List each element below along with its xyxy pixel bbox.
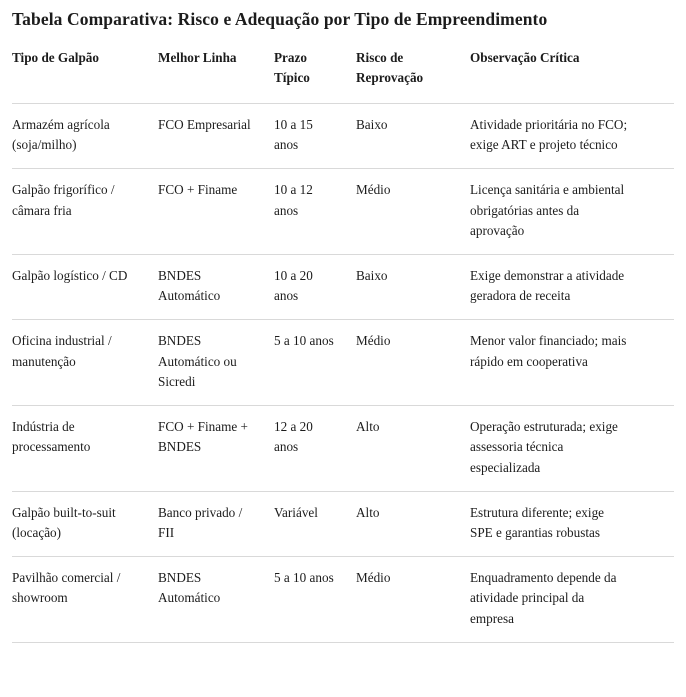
column-header-risco-de-reprovacao: Risco de Reprovação (356, 48, 470, 104)
table-cell: 10 a 15 anos (274, 103, 356, 168)
table-row (12, 103, 674, 168)
table-cell: FCO + Finame + BNDES (158, 405, 274, 491)
table-cell: BNDES Automático (158, 556, 274, 642)
table-cell: Oficina industrial / manutenção (12, 319, 158, 405)
table-row (12, 169, 674, 255)
table-header-row (12, 48, 674, 104)
table-row (12, 254, 674, 319)
table-cell: Enquadramento depende da atividade principal da empresa (470, 556, 674, 642)
table-cell: Médio (356, 556, 470, 642)
table-cell: Exige demonstrar a atividade geradora de receita (470, 254, 674, 319)
table-cell: Alto (356, 491, 470, 556)
table-cell: Baixo (356, 103, 470, 168)
table-cell: 12 a 20 anos (274, 405, 356, 491)
table-cell: Atividade prioritária no FCO; exige ART e projeto técnico (470, 103, 674, 168)
table-cell: Médio (356, 169, 470, 255)
comparison-table (12, 48, 674, 643)
table-row (12, 491, 674, 556)
table-cell: FCO Empresarial (158, 103, 274, 168)
table-cell: Operação estruturada; exige assessoria técnica especializada (470, 405, 674, 491)
column-header-prazo-tipico: Prazo Típico (274, 48, 356, 104)
table-cell: Galpão frigorífico / câmara fria (12, 169, 158, 255)
table-cell: BNDES Automático ou Sicredi (158, 319, 274, 405)
table-cell: Pavilhão comercial / showroom (12, 556, 158, 642)
table-cell: FCO + Finame (158, 169, 274, 255)
table-cell: Armazém agrícola (soja/milho) (12, 103, 158, 168)
table-row (12, 319, 674, 405)
column-header-melhor-linha: Melhor Linha (158, 48, 274, 104)
table-cell: 10 a 12 anos (274, 169, 356, 255)
table-cell: Baixo (356, 254, 470, 319)
table-cell: Galpão built-to-suit (locação) (12, 491, 158, 556)
column-header-observacao-critica: Observação Crítica (470, 48, 674, 104)
table-row (12, 556, 674, 642)
column-header-tipo-de-galpao: Tipo de Galpão (12, 48, 158, 104)
table-cell: Médio (356, 319, 470, 405)
table-cell: Menor valor financiado; mais rápido em cooperativa (470, 319, 674, 405)
table-cell: Galpão logístico / CD (12, 254, 158, 319)
table-cell: Banco privado / FII (158, 491, 274, 556)
table-row (12, 405, 674, 491)
table-cell: 5 a 10 anos (274, 319, 356, 405)
table-title: Tabela Comparativa: Risco e Adequação por Tipo de Empreendimento (12, 9, 548, 29)
table-cell: Licença sanitária e ambiental obrigatórias antes da aprovação (470, 169, 674, 255)
table-cell: 10 a 20 anos (274, 254, 356, 319)
table-cell: 5 a 10 anos (274, 556, 356, 642)
table-cell: Indústria de processamento (12, 405, 158, 491)
table-cell: Alto (356, 405, 470, 491)
table-cell: BNDES Automático (158, 254, 274, 319)
table-cell: Estrutura diferente; exige SPE e garantias robustas (470, 491, 674, 556)
table-cell: Variável (274, 491, 356, 556)
